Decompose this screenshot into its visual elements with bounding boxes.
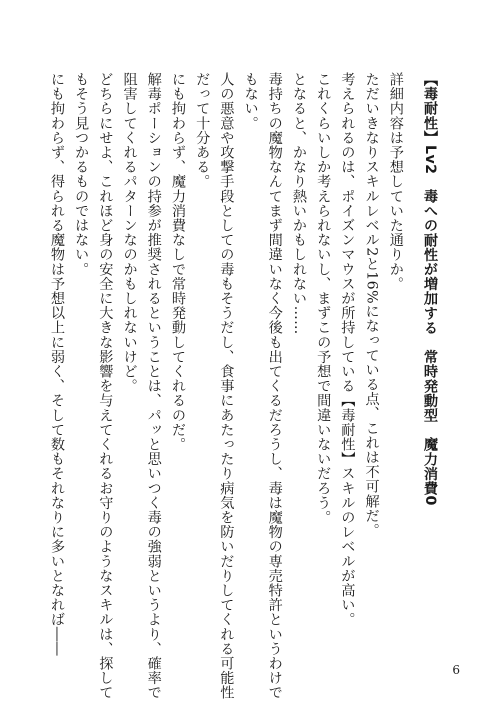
text-line: もそう見つかるものではない。 (73, 72, 90, 277)
text-line: 考えられるのは、ポイズンマウスが所持している【毒耐性】スキルのレベルが高い。 (339, 72, 356, 627)
text-line: ただいきなりスキルレベル2と16%になっている点、これは不可解だ。 (363, 72, 380, 538)
text-line: 人の悪意や攻撃手段としての毒もそうだし、食事にあたったり病気を防いだりしてくれる可能性 (218, 72, 235, 700)
body-text (45, 72, 442, 700)
text-line: 阻害してくれるパターンなのかもしれないけど。 (121, 72, 138, 394)
text-line: にも拘わらず、魔力消費なしで常時発動してくれるのだ。 (169, 72, 186, 452)
text-line: にも拘わらず、得られる魔物は予想以上に弱く、そして数もそれなりに多いとなれば―― (48, 72, 65, 656)
page-number: 6 (452, 663, 460, 677)
text-line: もない。 (242, 72, 259, 131)
text-line: だって十分ある。 (194, 72, 211, 189)
text-line: これくらいしか考えられないし、まずこの予想で間違いないだろう。 (315, 72, 332, 525)
skill-heading: 【毒耐性】Lv2 毒への耐性が増加する 常時発動型 魔力消費0 (422, 72, 438, 506)
text-line: 詳細内容は予想していた通りか。 (387, 72, 404, 291)
text-line: となると、かなり熱いかもしれない…… (290, 72, 307, 335)
text-line: 解毒ポーションの持参が推奨されるということは、パッと思いつく毒の強弱というより、確率で (145, 72, 162, 700)
text-line: 毒持ちの魔物なんてまず間違いなく今後も出てくるだろうし、毒は魔物の専売特許というわけで (266, 72, 283, 700)
text-line: どちらにせよ、これほど身の安全に大きな影響を与えてくれるお守りのようなスキルは、探して (97, 72, 114, 700)
